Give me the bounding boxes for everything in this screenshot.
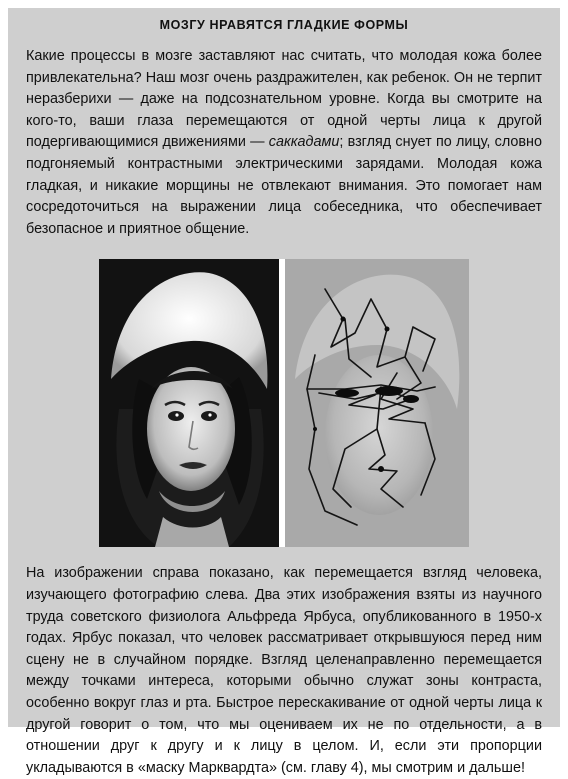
intro-paragraph <box>26 46 542 240</box>
intro-text-start: Какие процессы в мозге заставляют нас считать, что молодая кожа более привлекательна? Наш мозг очень раздражителен, как ребенок. Он не терпит неразберихи — даже на подсознательном уровне. Когда вы смотрите на кого-то, ваши глаза перемещаются от одной черты лица к другой подергивающимися движениями — <box>26 48 542 151</box>
portrait-illustration <box>99 259 279 547</box>
term-saccades: саккадами <box>268 134 340 151</box>
box-title: МОЗГУ НРАВЯТСЯ ГЛАДКИЕ ФОРМЫ <box>159 18 409 32</box>
yarbus-figure <box>99 259 469 547</box>
scanpath-illustration <box>285 259 469 547</box>
sidebar-box <box>8 8 560 776</box>
eye-tracking-scanpath <box>285 259 469 547</box>
caption-paragraph: На изображении справа показано, как перемещается взгляд человека, изучающего фотографию слева. Два этих изображения взяты из научного труда советского физиолога Альфреда Ярбуса, опубликованного в 1950-х годах. Ярбус показал, что человек рассматривает открывшуюся перед ним сцену не в случайном порядке. Взгляд целенаправленно перемещается между точками интереса, которыми обычно служат зоны контраста, особенно вокруг глаз и рта. Быстрое перескакивание от одной черты лица к другой говорит о том, что мы оцениваем их не по отдельности, а в отношении друг к другу и к лицу в целом. И, если эти пропорции укладываются в «маску Марквардта» (см. главу 4), мы смотрим и дальше! <box>26 565 542 776</box>
intro-text-end: ; взгляд снует по лицу, словно подгоняемый контрастными электрическими зарядами. Молодая кожа гладкая, и никакие морщины не отвлекают внимания. Это помогает нам сосредоточиться на выражении лица собеседника, что обеспечивает безопасное и приятное общение. <box>26 134 542 237</box>
portrait-photo <box>99 259 279 547</box>
